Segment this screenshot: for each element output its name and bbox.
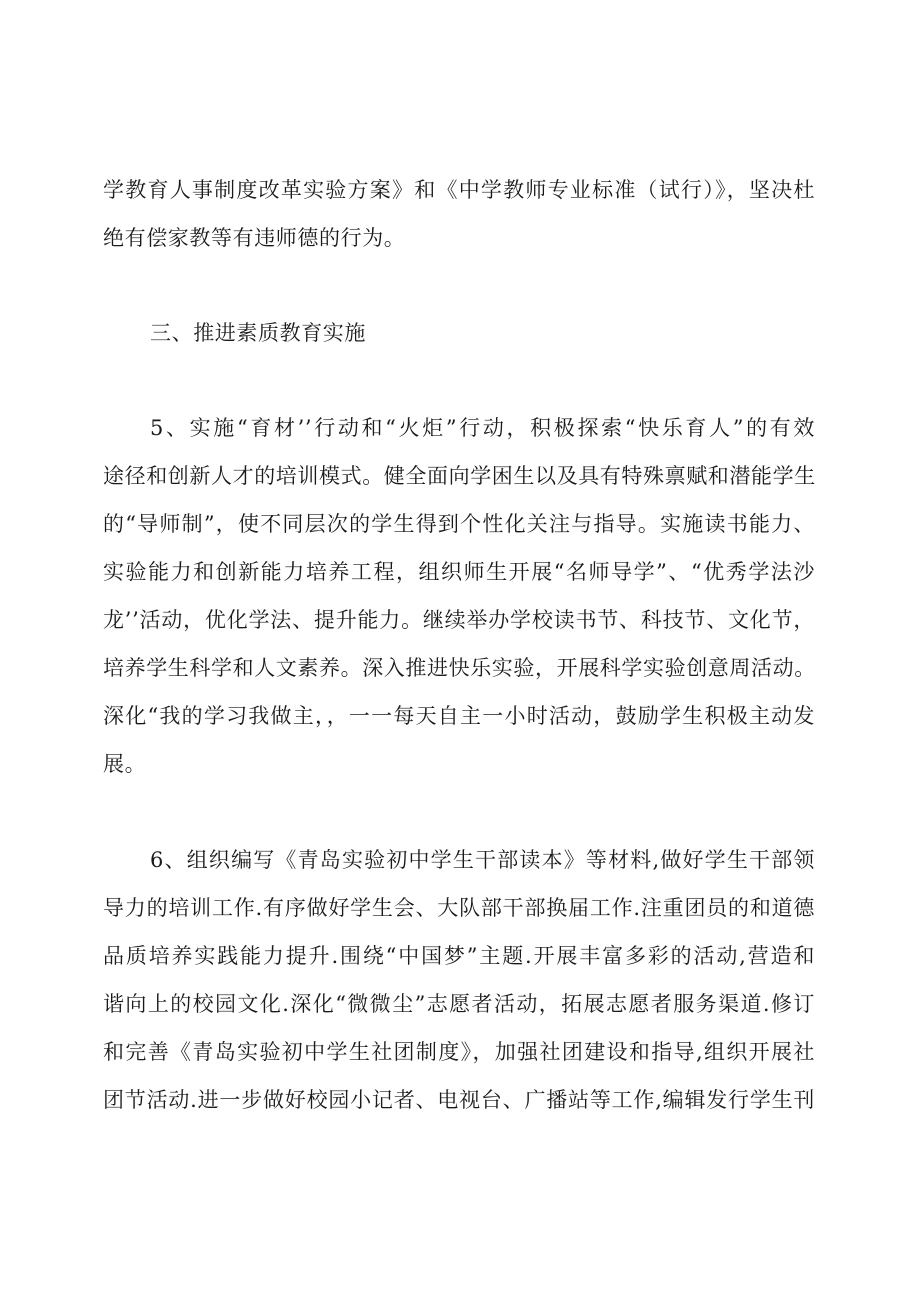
item6-line-5: 和完善《青岛实验初中学生社团制度》，加强社团建设和指导,组织开展社 (103, 1040, 815, 1064)
intro-line-1: 学教育人事制度改革实验方案》和《中学教师专业标准（试行）》，坚决杜 (103, 178, 815, 202)
section-heading: 三、推进素质教育实施 (150, 321, 366, 345)
item6-line-6: 团节活动.进一步做好校园小记者、电视台、广播站等工作,编辑发行学生刊 (103, 1088, 815, 1112)
item5-line-2: 途径和创新人才的培训模式。健全面向学困生以及具有特殊禀赋和潜能学生 (103, 464, 816, 488)
item5-line-6: 培养学生科学和人文素养。深入推进快乐实验，开展科学实验创意周活动。 (103, 656, 816, 680)
item6-line-2: 导力的培训工作.有序做好学生会、大队部干部换届工作.注重团员的和道德 (103, 896, 815, 920)
item6-line-3: 品质培养实践能力提升.围绕“中国梦”主题.开展丰富多彩的活动,营造和 (103, 944, 815, 968)
item5-line-4: 实验能力和创新能力培养工程，组织师生开展“名师导学”、“优秀学法沙 (103, 560, 815, 584)
item5-line-3: 的“导师制”，使不同层次的学生得到个性化关注与指导。实施读书能力、 (103, 512, 815, 536)
item5-line-8: 展。 (103, 752, 147, 776)
item6-line-4: 谐向上的校园文化.深化“微微尘”志愿者活动，拓展志愿者服务渠道.修订 (103, 992, 815, 1016)
item5-line-1: 5、实施“育材’’行动和“火炬”行动，积极探索“快乐育人”的有效 (150, 416, 815, 440)
item6-line-1: 6、组织编写《青岛实验初中学生干部读本》等材料,做好学生干部领 (150, 848, 815, 872)
intro-line-2: 绝有偿家教等有违师德的行为。 (103, 226, 406, 250)
item5-line-5: 龙’’活动，优化学法、提升能力。继续举办学校读书节、科技节、文化节， (103, 608, 815, 632)
item5-line-7: 深化“我的学习我做主，，一一每天自主一小时活动，鼓励学生积极主动发 (103, 704, 815, 728)
